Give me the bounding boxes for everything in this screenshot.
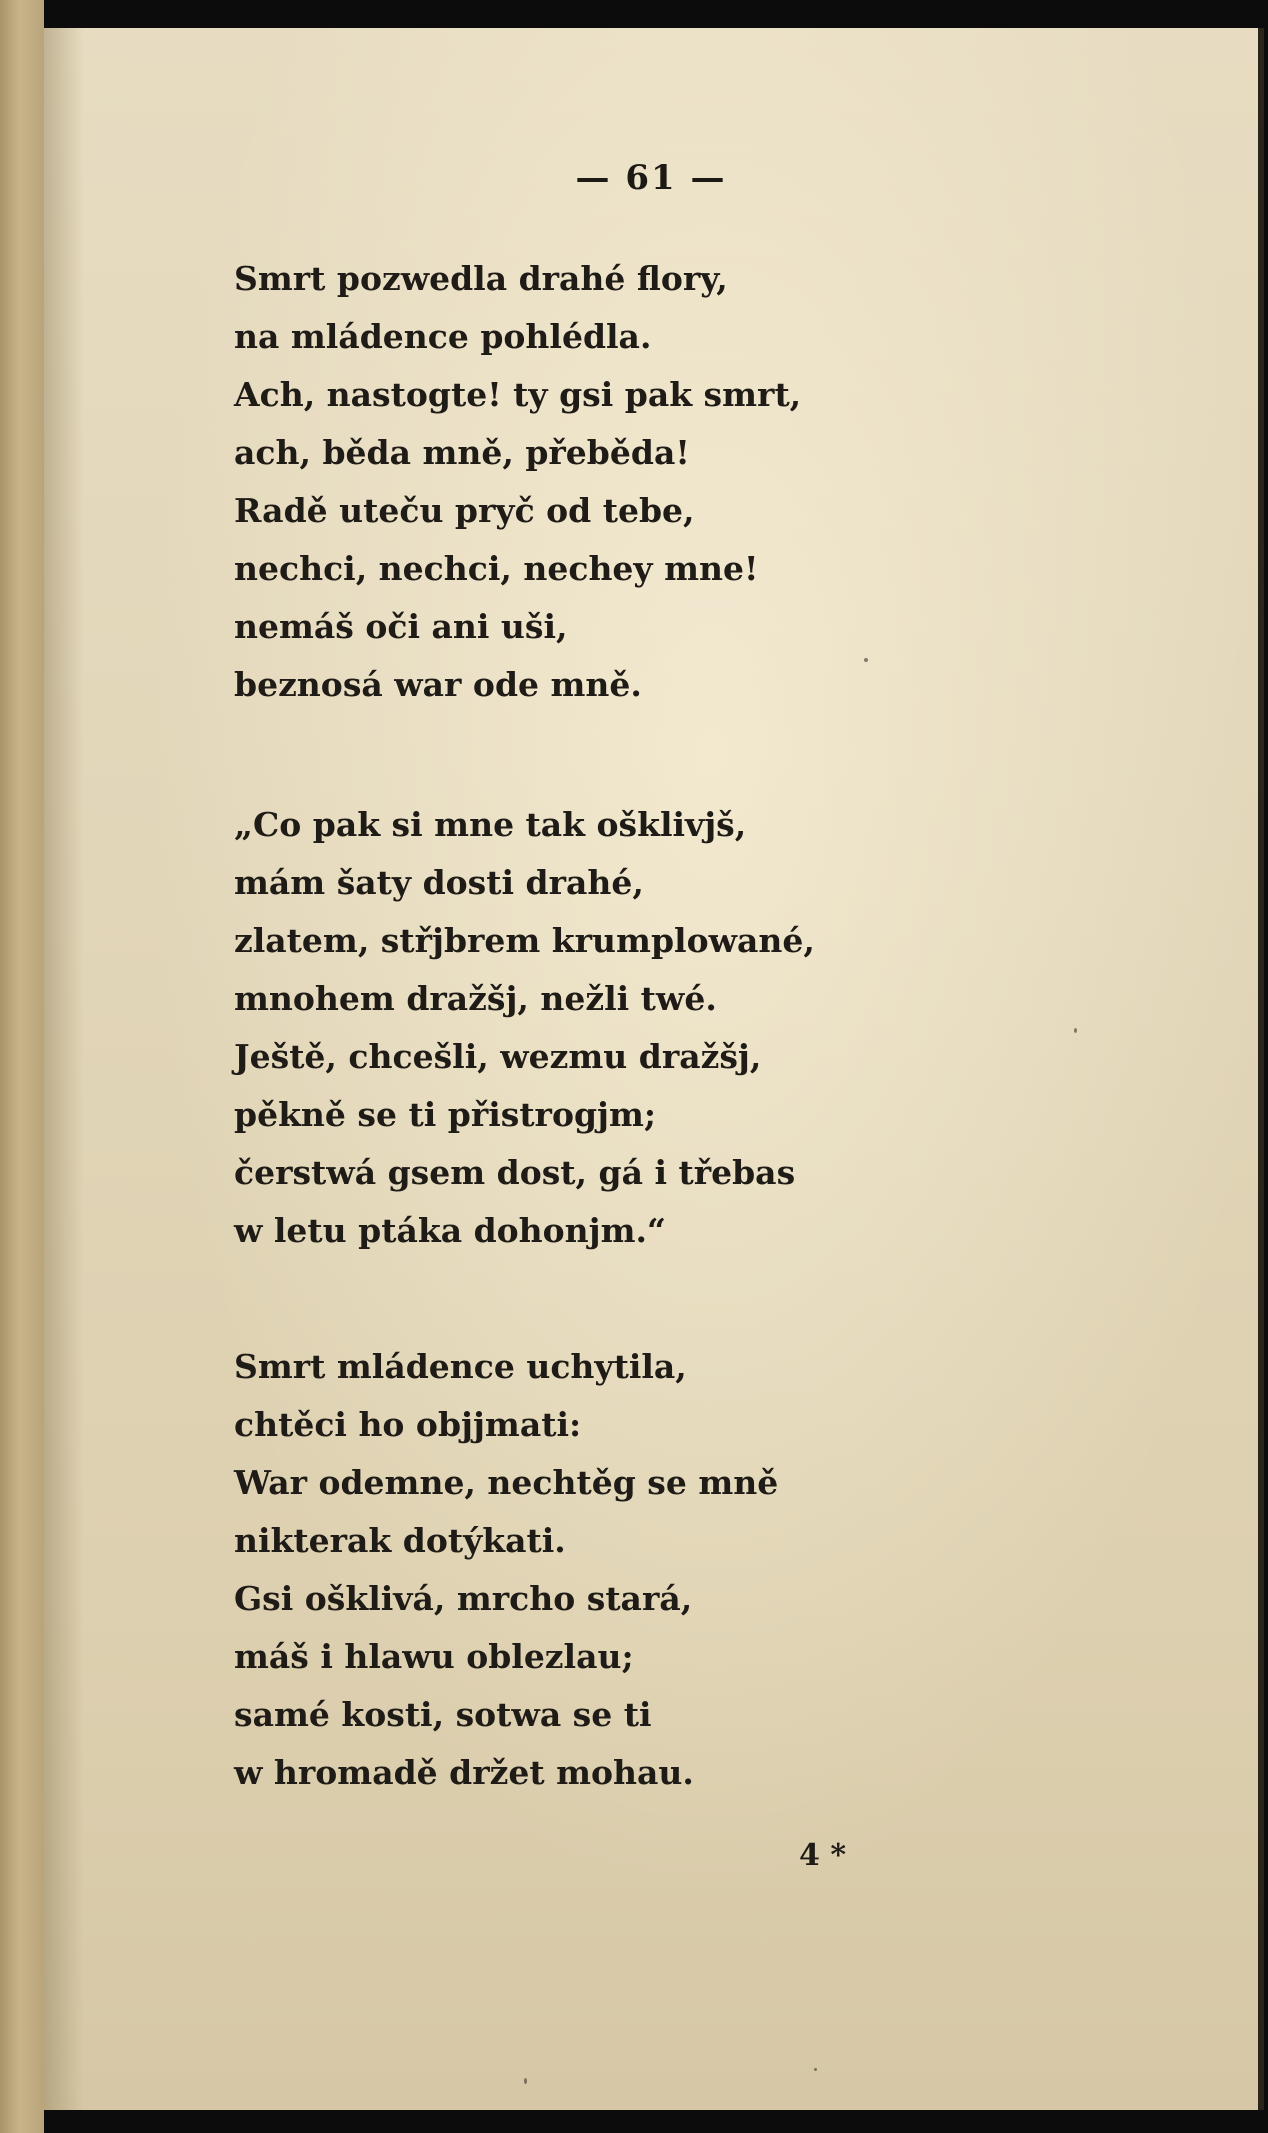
verse-line: mám šaty dosti drahé,	[234, 863, 644, 902]
page-number: — 61 —	[575, 158, 727, 198]
verse-line: mnohem dražšj, nežli twé.	[234, 979, 717, 1018]
book-gutter	[0, 0, 44, 2133]
book-page	[44, 28, 1264, 2110]
stanza-3	[234, 1338, 778, 1802]
verse-line: pěkně se ti přistrogjm;	[234, 1095, 657, 1134]
verse-line: máš i hlawu oblezlau;	[234, 1637, 634, 1676]
signature-mark: 4 *	[799, 1838, 847, 1873]
verse-line: zlatem, střjbrem krumplowané,	[234, 921, 815, 960]
paper-speck	[524, 2078, 527, 2084]
page-fold-shadow	[44, 28, 84, 2110]
verse-line: Ještě, chcešli, wezmu dražšj,	[234, 1037, 762, 1076]
paper-speck	[814, 2068, 817, 2071]
verse-line: Gsi ošklivá, mrcho stará,	[234, 1579, 693, 1618]
verse-line: čerstwá gsem dost, gá i třebas	[234, 1153, 796, 1192]
stanza-1	[234, 250, 801, 714]
stanza-2	[234, 796, 815, 1260]
verse-line: Smrt mládence uchytila,	[234, 1347, 687, 1386]
paper-speck	[1074, 1028, 1077, 1033]
verse-line: ach, běda mně, přeběda!	[234, 433, 690, 472]
verse-line: nechci, nechci, nechey mne!	[234, 549, 759, 588]
verse-line: „Co pak si mne tak ošklivjš,	[234, 805, 747, 844]
verse-line: chtěci ho objjmati:	[234, 1405, 582, 1444]
verse-line: Ach, nastogte! ty gsi pak smrt,	[234, 375, 802, 414]
verse-line: nemáš oči ani uši,	[234, 607, 568, 646]
verse-line: w letu ptáka dohonjm.“	[234, 1211, 666, 1250]
verse-line: na mládence pohlédla.	[234, 317, 652, 356]
verse-line: Smrt pozwedla drahé flory,	[234, 259, 728, 298]
paper-speck	[864, 658, 868, 662]
verse-line: Radě uteču pryč od tebe,	[234, 491, 695, 530]
verse-line: w hromadě držet mohau.	[234, 1753, 694, 1792]
verse-line: beznosá war ode mně.	[234, 665, 642, 704]
verse-line: War odemne, nechtěg se mně	[234, 1463, 779, 1502]
verse-line: nikterak dotýkati.	[234, 1521, 566, 1560]
verse-line: samé kosti, sotwa se ti	[234, 1695, 652, 1734]
